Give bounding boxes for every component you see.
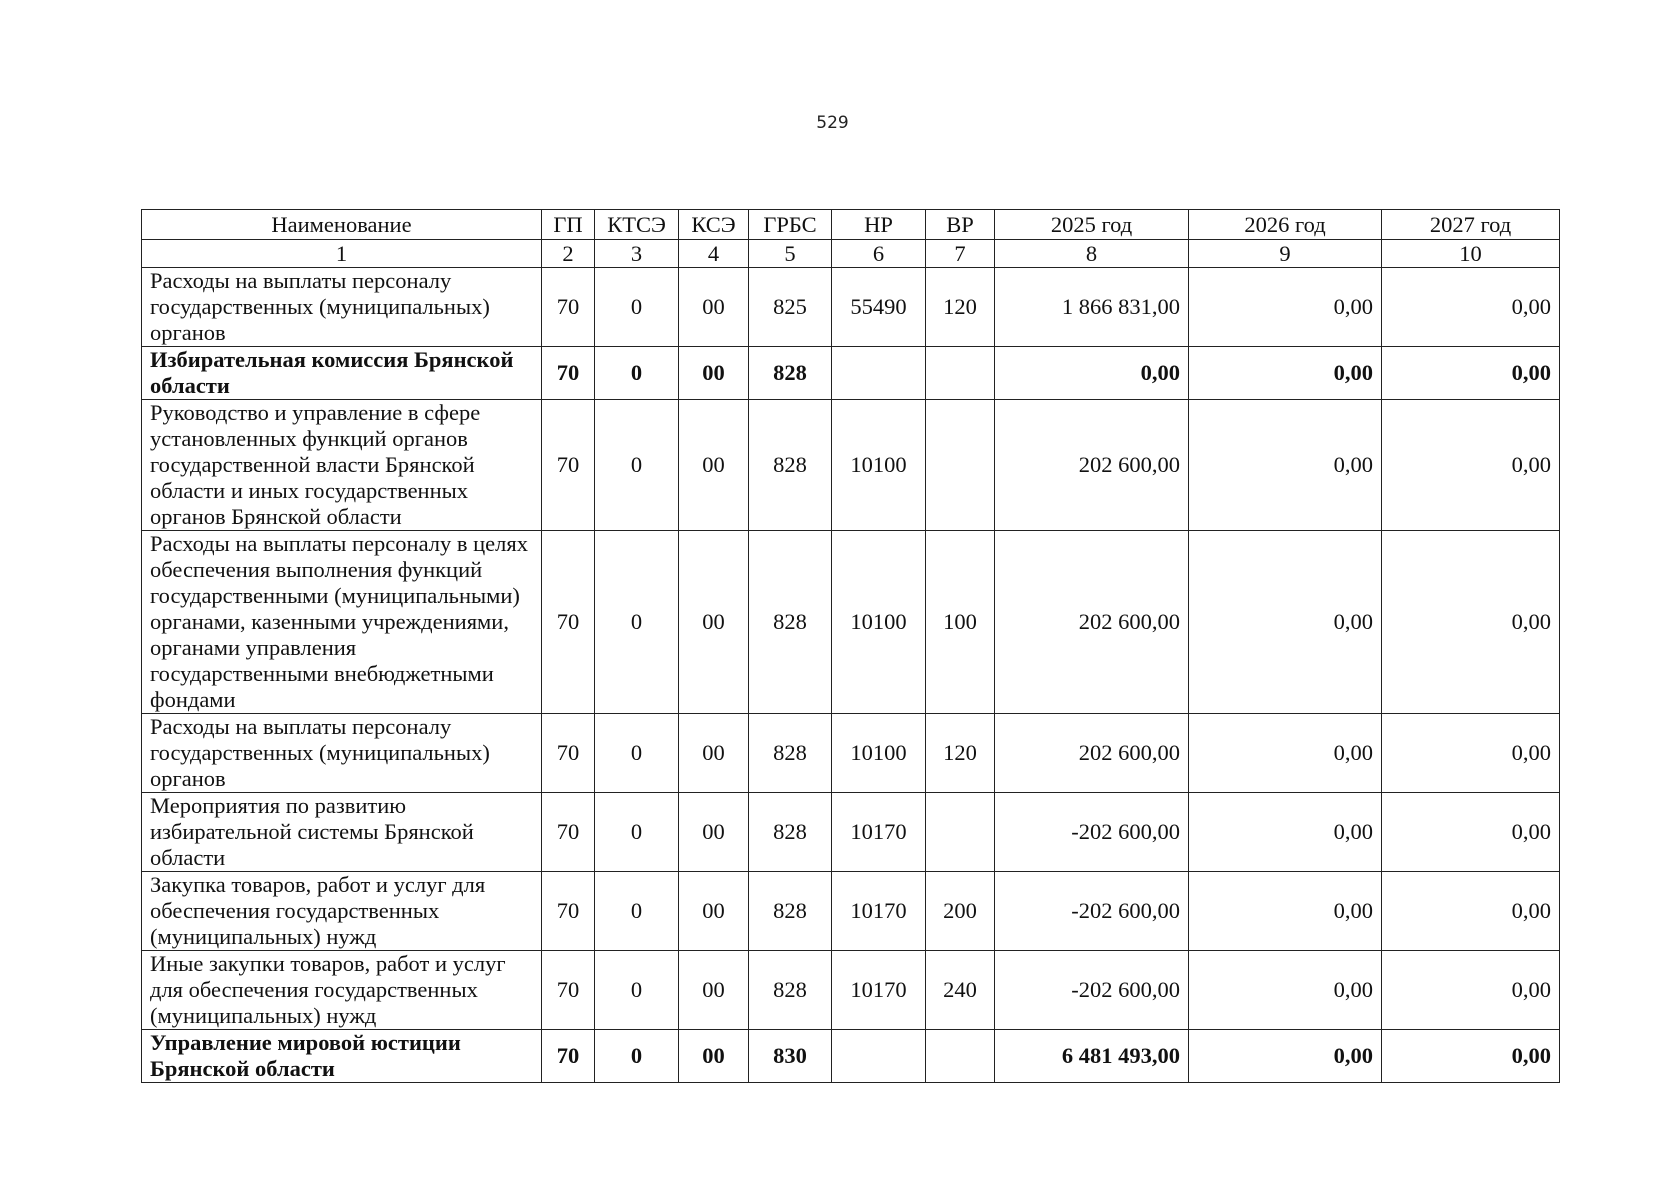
cell-nr: 10100	[832, 714, 926, 793]
cell-name: Иные закупки товаров, работ и услуг для обеспечения государственных (муниципальных) нужд	[142, 951, 542, 1030]
col-number: 8	[995, 240, 1189, 268]
col-number: 10	[1382, 240, 1560, 268]
cell-nr: 10170	[832, 872, 926, 951]
col-number: 3	[595, 240, 679, 268]
cell-gp: 70	[542, 1030, 595, 1083]
cell-name: Избирательная комиссия Брянской области	[142, 347, 542, 400]
cell-ktse: 0	[595, 951, 679, 1030]
cell-kse: 00	[679, 531, 749, 714]
col-header-grbs: ГРБС	[749, 210, 832, 240]
cell-2026: 0,00	[1189, 347, 1382, 400]
cell-grbs: 828	[749, 793, 832, 872]
cell-ktse: 0	[595, 872, 679, 951]
cell-2027: 0,00	[1382, 793, 1560, 872]
cell-2025: -202 600,00	[995, 951, 1189, 1030]
table-row	[142, 268, 1560, 347]
cell-nr: 10170	[832, 793, 926, 872]
table-body	[142, 268, 1560, 1083]
cell-vr	[926, 1030, 995, 1083]
cell-2027: 0,00	[1382, 400, 1560, 531]
cell-grbs: 828	[749, 347, 832, 400]
cell-2026: 0,00	[1189, 400, 1382, 531]
col-number: 7	[926, 240, 995, 268]
cell-gp: 70	[542, 714, 595, 793]
table-row	[142, 872, 1560, 951]
cell-kse: 00	[679, 268, 749, 347]
cell-gp: 70	[542, 268, 595, 347]
cell-2026: 0,00	[1189, 872, 1382, 951]
cell-kse: 00	[679, 400, 749, 531]
cell-2025: 0,00	[995, 347, 1189, 400]
cell-vr	[926, 400, 995, 531]
col-number: 1	[142, 240, 542, 268]
budget-table	[141, 209, 1560, 1083]
header-row	[142, 210, 1560, 240]
col-header-nr: НР	[832, 210, 926, 240]
cell-grbs: 828	[749, 951, 832, 1030]
cell-nr: 10100	[832, 400, 926, 531]
cell-2026: 0,00	[1189, 531, 1382, 714]
cell-vr: 200	[926, 872, 995, 951]
cell-2027: 0,00	[1382, 1030, 1560, 1083]
cell-grbs: 828	[749, 872, 832, 951]
cell-name: Закупка товаров, работ и услуг для обеспечения государственных (муниципальных) нужд	[142, 872, 542, 951]
cell-grbs: 828	[749, 531, 832, 714]
cell-nr: 10100	[832, 531, 926, 714]
table-row	[142, 400, 1560, 531]
cell-gp: 70	[542, 951, 595, 1030]
col-number: 2	[542, 240, 595, 268]
col-number: 5	[749, 240, 832, 268]
cell-ktse: 0	[595, 793, 679, 872]
cell-ktse: 0	[595, 400, 679, 531]
col-header-vr: ВР	[926, 210, 995, 240]
cell-kse: 00	[679, 872, 749, 951]
col-header-name: Наименование	[142, 210, 542, 240]
cell-kse: 00	[679, 714, 749, 793]
col-header-ktse: КТСЭ	[595, 210, 679, 240]
cell-ktse: 0	[595, 268, 679, 347]
cell-nr: 10170	[832, 951, 926, 1030]
cell-name: Расходы на выплаты персоналу государственных (муниципальных) органов	[142, 714, 542, 793]
cell-nr: 55490	[832, 268, 926, 347]
cell-ktse: 0	[595, 714, 679, 793]
cell-vr: 240	[926, 951, 995, 1030]
col-header-kse: КСЭ	[679, 210, 749, 240]
col-header-gp: ГП	[542, 210, 595, 240]
cell-kse: 00	[679, 1030, 749, 1083]
page-number: 529	[816, 113, 849, 133]
cell-grbs: 828	[749, 714, 832, 793]
cell-name: Мероприятия по развитию избирательной системы Брянской области	[142, 793, 542, 872]
cell-2025: 202 600,00	[995, 400, 1189, 531]
col-number: 9	[1189, 240, 1382, 268]
table-row	[142, 347, 1560, 400]
cell-gp: 70	[542, 400, 595, 531]
cell-2027: 0,00	[1382, 268, 1560, 347]
col-header-2027: 2027 год	[1382, 210, 1560, 240]
cell-nr	[832, 347, 926, 400]
cell-grbs: 830	[749, 1030, 832, 1083]
cell-kse: 00	[679, 951, 749, 1030]
cell-2027: 0,00	[1382, 347, 1560, 400]
cell-2025: 202 600,00	[995, 531, 1189, 714]
col-header-2026: 2026 год	[1189, 210, 1382, 240]
cell-gp: 70	[542, 531, 595, 714]
cell-gp: 70	[542, 793, 595, 872]
cell-2027: 0,00	[1382, 872, 1560, 951]
table-row	[142, 1030, 1560, 1083]
cell-vr: 120	[926, 268, 995, 347]
cell-ktse: 0	[595, 531, 679, 714]
cell-2026: 0,00	[1189, 951, 1382, 1030]
cell-2025: 1 866 831,00	[995, 268, 1189, 347]
cell-2027: 0,00	[1382, 531, 1560, 714]
cell-2027: 0,00	[1382, 714, 1560, 793]
cell-ktse: 0	[595, 347, 679, 400]
cell-nr	[832, 1030, 926, 1083]
table-row	[142, 793, 1560, 872]
col-number: 4	[679, 240, 749, 268]
cell-grbs: 825	[749, 268, 832, 347]
cell-gp: 70	[542, 347, 595, 400]
cell-ktse: 0	[595, 1030, 679, 1083]
cell-2027: 0,00	[1382, 951, 1560, 1030]
cell-vr: 120	[926, 714, 995, 793]
cell-2026: 0,00	[1189, 714, 1382, 793]
cell-vr: 100	[926, 531, 995, 714]
cell-kse: 00	[679, 347, 749, 400]
cell-vr	[926, 347, 995, 400]
cell-vr	[926, 793, 995, 872]
col-header-2025: 2025 год	[995, 210, 1189, 240]
column-number-row	[142, 240, 1560, 268]
table-row	[142, 951, 1560, 1030]
cell-gp: 70	[542, 872, 595, 951]
cell-name: Управление мировой юстиции Брянской области	[142, 1030, 542, 1083]
table-row	[142, 714, 1560, 793]
cell-name: Руководство и управление в сфере установленных функций органов государственной власти Брянской области и иных государственных органов Брянской области	[142, 400, 542, 531]
cell-2025: -202 600,00	[995, 872, 1189, 951]
cell-2025: 6 481 493,00	[995, 1030, 1189, 1083]
cell-2026: 0,00	[1189, 268, 1382, 347]
cell-name: Расходы на выплаты персоналу в целях обеспечения выполнения функций государственными (муниципальными) органами, казенными учреждениями, органами управления государственными внебюджетными фондами	[142, 531, 542, 714]
cell-grbs: 828	[749, 400, 832, 531]
cell-2026: 0,00	[1189, 1030, 1382, 1083]
cell-name: Расходы на выплаты персоналу государственных (муниципальных) органов	[142, 268, 542, 347]
cell-2025: -202 600,00	[995, 793, 1189, 872]
cell-2026: 0,00	[1189, 793, 1382, 872]
cell-2025: 202 600,00	[995, 714, 1189, 793]
cell-kse: 00	[679, 793, 749, 872]
col-number: 6	[832, 240, 926, 268]
table-row	[142, 531, 1560, 714]
